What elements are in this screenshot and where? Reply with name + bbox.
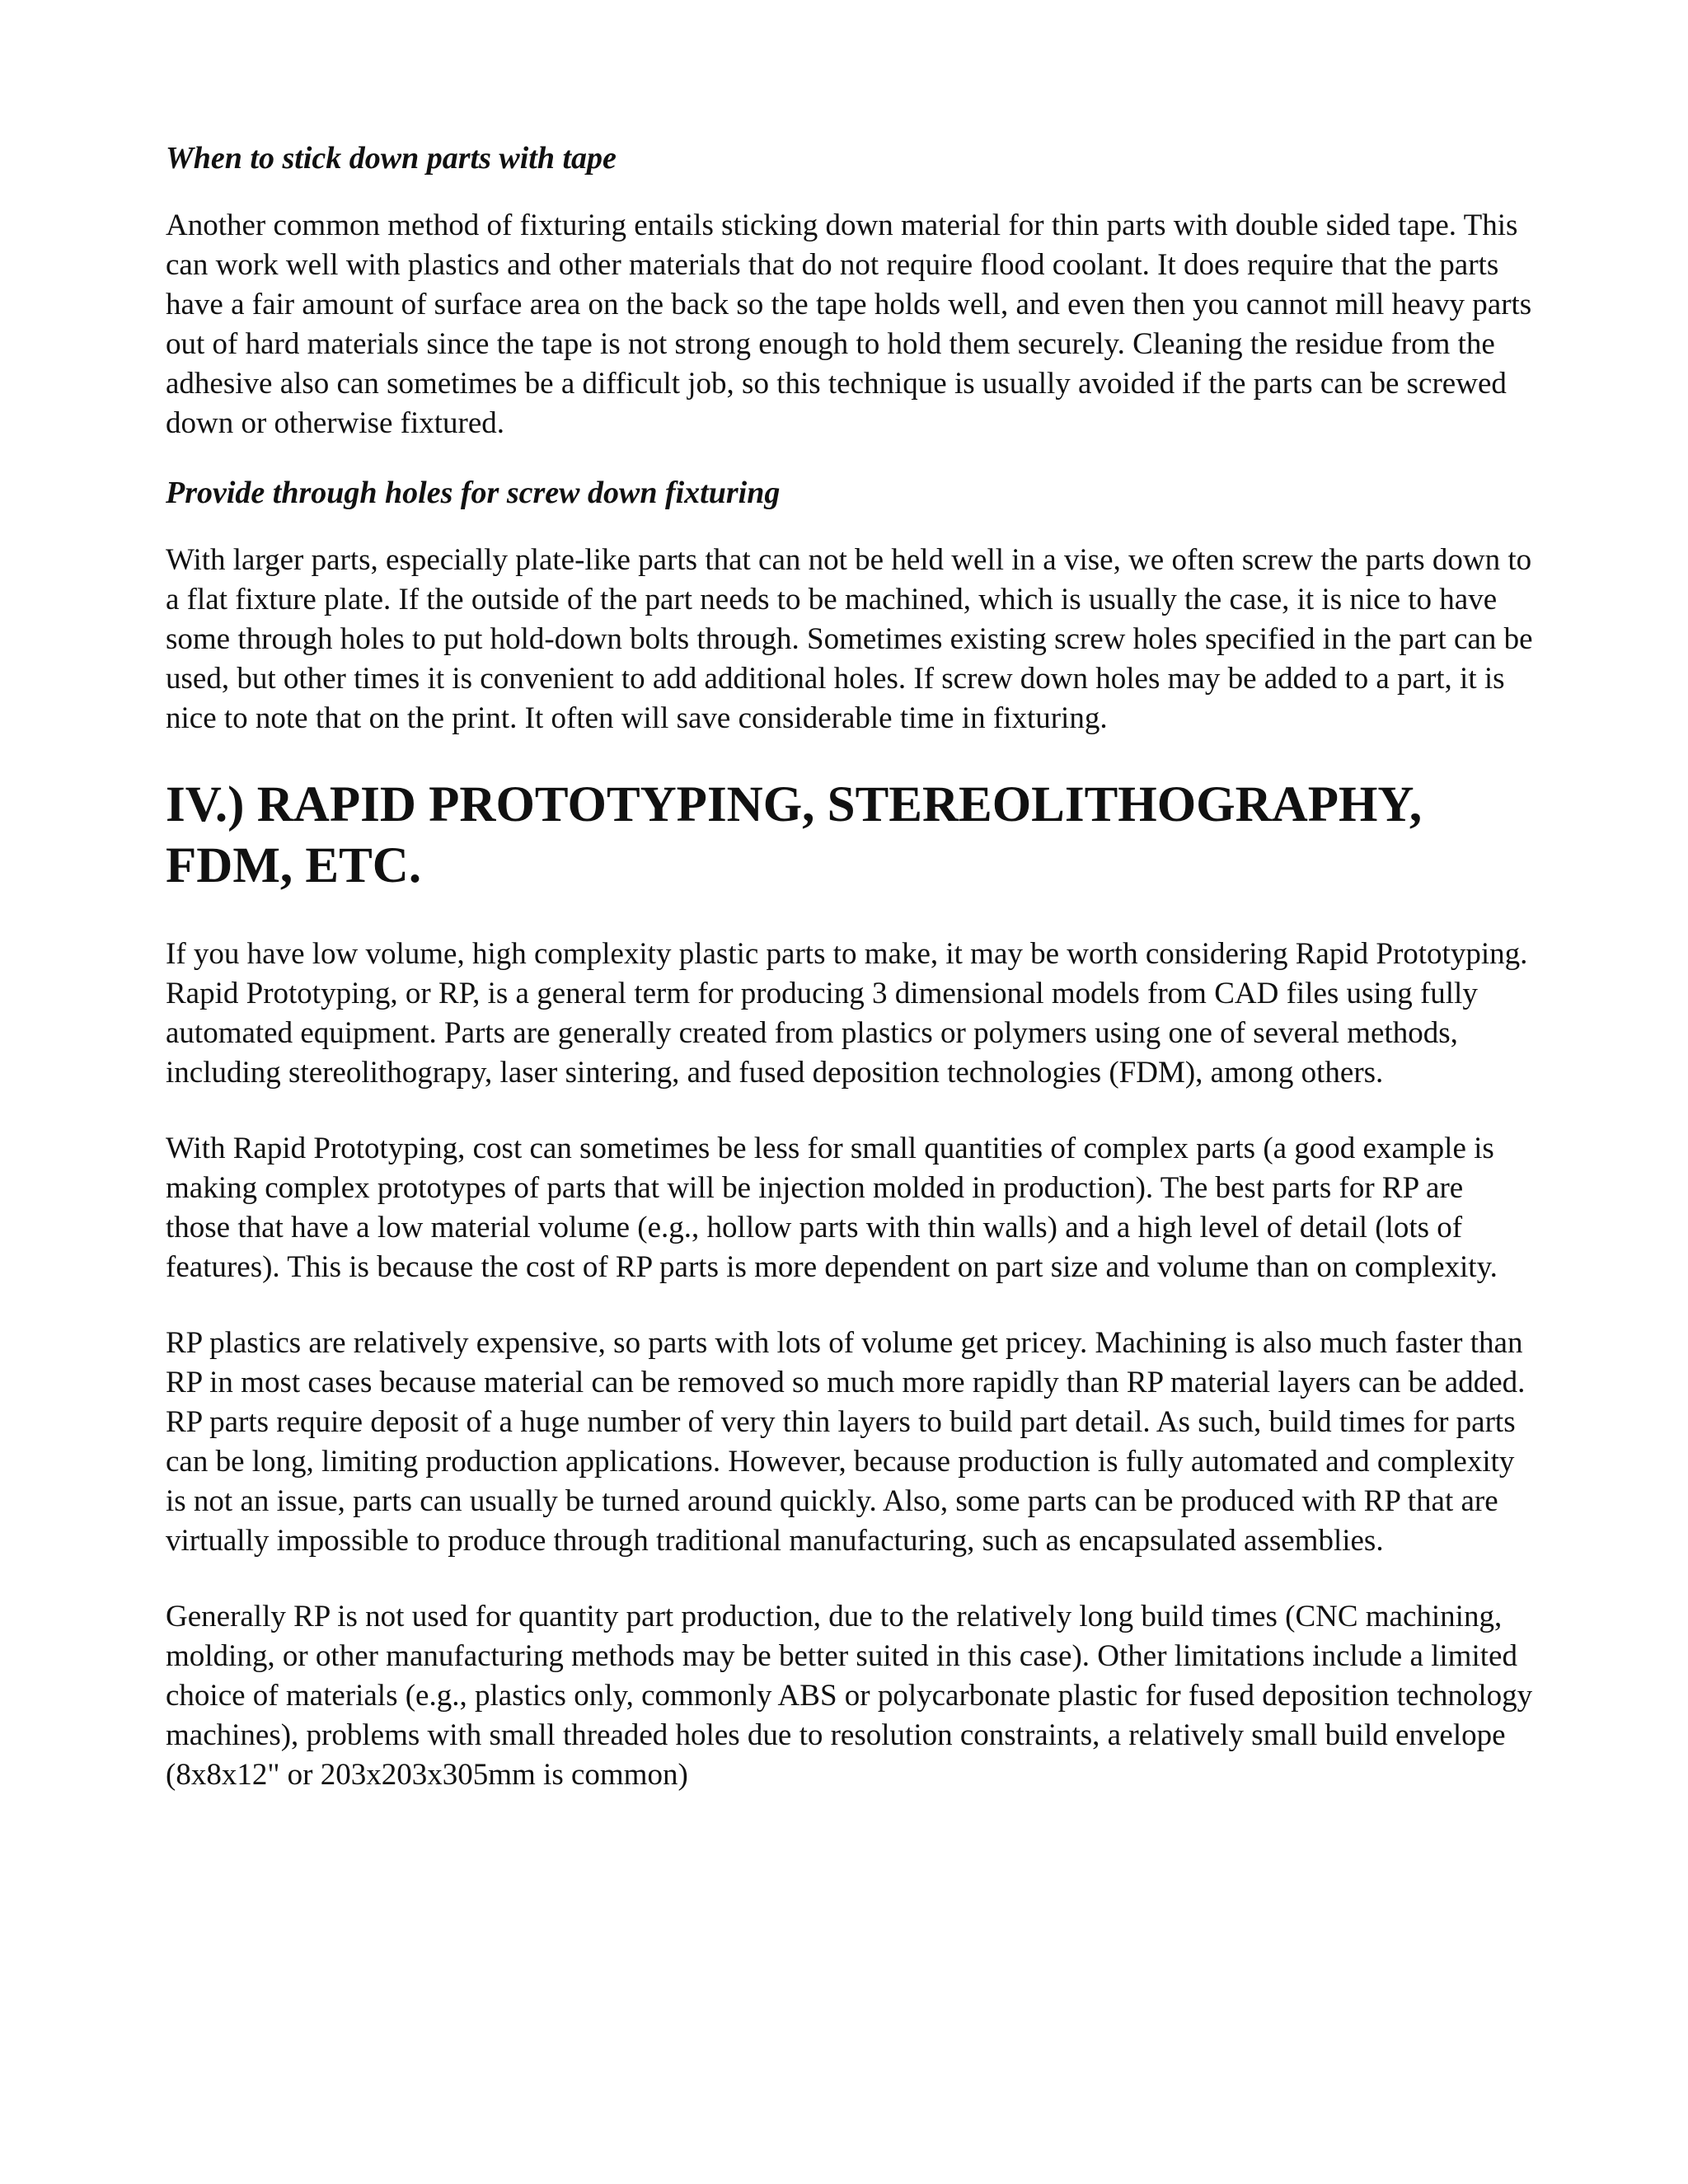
chapter-heading [166,775,1534,897]
paragraph-tape: Another common method of fixturing entails sticking down material for thin parts with double sided tape. This can work well with plastics and other materials that do not require flood coolant. It does require that the parts have a fair amount of surface area on the back so the tape holds well, and even then you cannot mill heavy parts out of hard materials since the tape is not strong enough to hold them securely. Cleaning the residue from the adhesive also can sometimes be a difficult job, so this technique is usually avoided if the parts can be screwed down or otherwise fixtured. [166,209,1532,440]
chapter-heading-line-2: FDM, ETC. [166,838,422,893]
paragraph-rp-plastics: RP plastics are relatively expensive, so parts with lots of volume get pricey. Machining is also much faster than RP in most cases because material can be removed so much more rapidly than RP material layers can be added. RP parts require deposit of a huge number of very thin layers to build part detail. As such, build times for parts can be long, limiting production applications. However, because production is fully automated and complexity is not an issue, parts can usually be turned around quickly. Also, some parts can be produced with RP that are virtually impossible to produce through traditional manufacturing, such as encapsulated assemblies. [166,1326,1526,1558]
paragraph-rp-cost: With Rapid Prototyping, cost can sometimes be less for small quantities of complex parts (a good example is making complex prototypes of parts that will be injection molded in production). The best parts for RP are those that have a low material volume (e.g., hollow parts with thin walls) and a high level of detail (lots of features). This is because the cost of RP parts is more dependent on part size and volume than on complexity. [166,1132,1498,1284]
page-content [166,138,1534,1795]
section-heading-tape: When to stick down parts with tape [166,141,617,176]
chapter-heading-line-1: IV.) RAPID PROTOTYPING, STEREOLITHOGRAPHY, [166,777,1423,832]
paragraph-rp-limitations: Generally RP is not used for quantity part production, due to the relatively long build times (CNC machining, molding, or other manufacturing methods may be better suited in this case). Other limitations include a limited choice of materials (e.g., plastics only, commonly ABS or polycarbonate plastic for fused deposition technology machines), problems with small threaded holes due to resolution constraints, a relatively small build envelope (8x8x12" or 203x203x305mm is common) [166,1600,1533,1792]
paragraph-through-holes: With larger parts, especially plate-like parts that can not be held well in a vise, we often screw the parts down to a flat fixture plate. If the outside of the part needs to be machined, which is usually the case, it is nice to have some through holes to put hold-down bolts through. Sometimes existing screw holes specified in the part can be used, but other times it is convenient to add additional holes. If screw down holes may be added to a part, it is nice to note that on the print. It often will save considerable time in fixturing. [166,543,1533,735]
section-heading-through-holes: Provide through holes for screw down fixturing [166,476,781,510]
paragraph-rp-intro: If you have low volume, high complexity plastic parts to make, it may be worth considering Rapid Prototyping. Rapid Prototyping, or RP, is a general term for producing 3 dimensional models from CAD files using fully automated equipment. Parts are generally created from plastics or polymers using one of several methods, including stereolithograpy, laser sintering, and fused deposition technologies (FDM), among others. [166,937,1528,1090]
